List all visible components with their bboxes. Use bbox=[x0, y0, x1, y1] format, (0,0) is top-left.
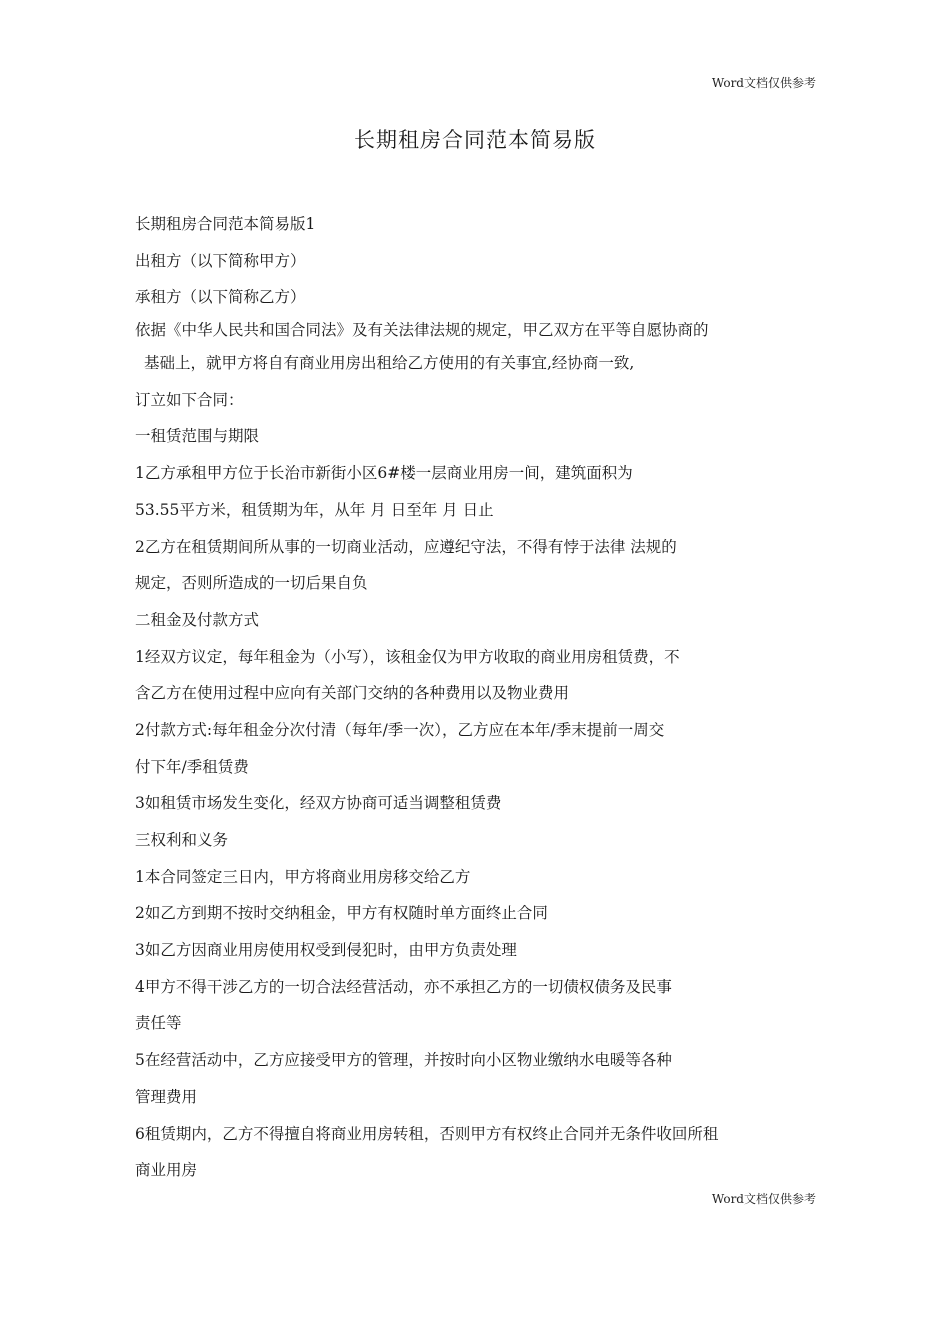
paragraph-line: 4甲方不得干涉乙方的一切合法经营活动，亦不承担乙方的一切债权债务及民事 bbox=[135, 977, 672, 996]
paragraph-line: 订立如下合同： bbox=[135, 390, 244, 409]
paragraph-line: 长期租房合同范本简易版1 bbox=[135, 215, 316, 233]
footer-note: Word文档仅供参考 bbox=[711, 1192, 816, 1206]
paragraph-line: 含乙方在使用过程中应向有关部门交纳的各种费用以及物业费用 bbox=[135, 684, 570, 703]
document-body bbox=[135, 206, 825, 1189]
paragraph-line: 责任等 bbox=[135, 1014, 182, 1033]
paragraph-line: 依据《中华人民共和国合同法》及有关法律法规的规定，甲乙双方在平等自愿协商的 bbox=[135, 321, 709, 340]
paragraph-line: 承租方（以下简称乙方） bbox=[135, 288, 306, 307]
paragraph-line: 付下年/季租赁费 bbox=[135, 757, 249, 776]
paragraph-line: 3如租赁市场发生变化，经双方协商可适当调整租赁费 bbox=[135, 794, 502, 813]
paragraph-line: 基础上，就甲方将自有商业用房出租给乙方使用的有关事宜,经协商一致, bbox=[144, 354, 635, 373]
paragraph-line: 管理费用 bbox=[135, 1087, 198, 1106]
paragraph-line: 5在经营活动中，乙方应接受甲方的管理，并按时向小区物业缴纳水电暖等各种 bbox=[135, 1051, 672, 1070]
paragraph-line: 1经双方议定，每年租金为（小写），该租金仅为甲方收取的商业用房租赁费，不 bbox=[135, 647, 680, 666]
paragraph-line: 商业用房 bbox=[135, 1161, 198, 1180]
section-heading: 三权利和义务 bbox=[135, 831, 229, 849]
paragraph-line: 2乙方在租赁期间所从事的一切商业活动，应遵纪守法，不得有悖于法律 法规的 bbox=[135, 537, 677, 556]
paragraph-line: 1乙方承租甲方位于长治市新街小区6#楼一层商业用房一间，建筑面积为 bbox=[135, 464, 633, 483]
paragraph-line: 1本合同签定三日内，甲方将商业用房移交给乙方 bbox=[135, 867, 471, 886]
paragraph-line: 2如乙方到期不按时交纳租金，甲方有权随时单方面终止合同 bbox=[135, 904, 548, 923]
paragraph-line: 规定，否则所造成的一切后果自负 bbox=[135, 574, 368, 593]
paragraph-line: 3如乙方因商业用房使用权受到侵犯时，由甲方负责处理 bbox=[135, 941, 517, 960]
paragraph-line: 6租赁期内，乙方不得擅自将商业用房转租，否则甲方有权终止合同并无条件收回所租 bbox=[135, 1124, 719, 1143]
header-note: Word文档仅供参考 bbox=[711, 76, 816, 90]
section-heading: 二租金及付款方式 bbox=[135, 610, 260, 629]
document-title: 长期租房合同范本简易版 bbox=[354, 128, 596, 152]
paragraph-line: 2付款方式:每年租金分次付清（每年/季一次），乙方应在本年/季末提前一周交 bbox=[135, 720, 665, 739]
paragraph-line: 53.55平方米，租赁期为年，从年 月 日至年 月 日止 bbox=[135, 500, 494, 519]
section-heading: 一租赁范围与期限 bbox=[135, 427, 260, 446]
paragraph-line: 出租方（以下简称甲方） bbox=[135, 251, 306, 270]
